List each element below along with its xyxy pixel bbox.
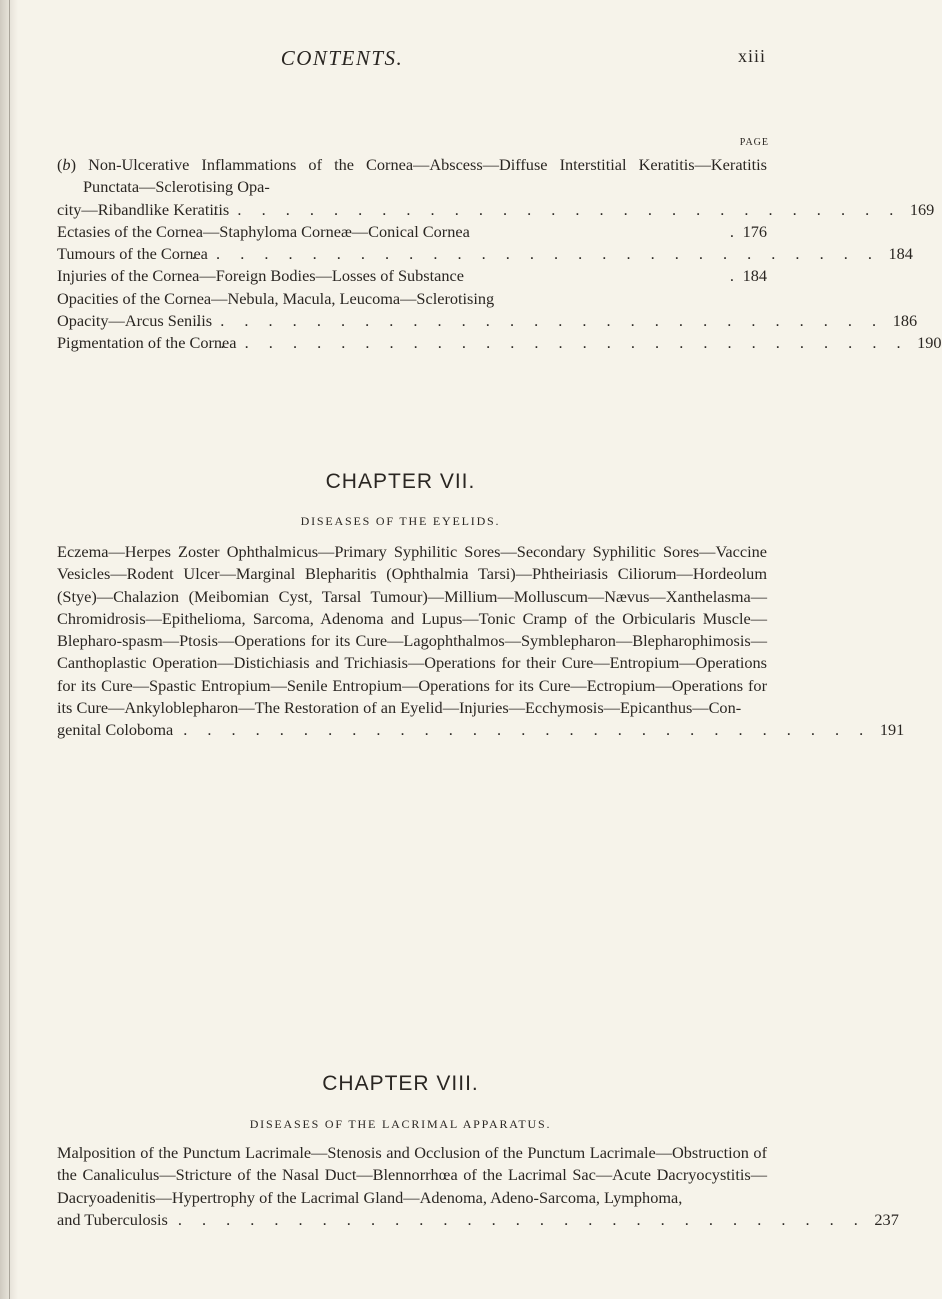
running-head (0, 46, 801, 76)
chapter-7-page: 191 (879, 720, 905, 740)
toc-entry (57, 243, 913, 265)
toc-entry (57, 332, 942, 354)
entry-text-last: Opacity—Arcus Senilis (57, 311, 213, 331)
chapter-7-last-line: genital Coloboma (57, 720, 174, 740)
entry-page: 184 (888, 244, 913, 264)
leader-dots: . (729, 266, 734, 286)
chapter-8-subtitle: DISEASES OF THE LACRIMAL APPARATUS. (249, 1117, 552, 1131)
entry-page: 169 (909, 199, 935, 219)
entry-text: Injuries of the Cornea—Foreign Bodies—Losses of Substance (57, 266, 464, 286)
leader-dots: . . . . . . . . . . . . . . . . . . . . . . . . . . . . . (191, 244, 880, 264)
entry-text: Tumours of the Cornea (57, 244, 208, 264)
toc-entry (57, 265, 767, 287)
toc-entry (57, 154, 935, 221)
chapter-8-page: 237 (874, 1209, 899, 1229)
toc-entry (57, 221, 767, 243)
chapter-7-body: Eczema—Herpes Zoster Ophthalmicus—Primary Syphilitic Sores—Secondary Syphilitic Sores—Vaccine Vesicles—Rodent Ulcer—Marginal Blepharitis (Ophthalmia Tarsi)—Phtheiriasis Ciliorum—Hordeolum (Stye)—Chalazion (Meibomian Cyst, Tarsal Tumour)—Millium—Molluscum—Nævus—Xanthelasma—Chromidrosis—Epithelioma, Sarcoma, Adenoma and Lupus—Tonic Cramp of the Orbicularis Muscle—Blepharo-spasm—Ptosis—Operations for its Cure—Lagophthalmos—Symblepharon—Blepharophimosis—Canthoplastic Operation—Distichiasis and Trichiasis—Operations for their Cure—Entropium—Operations for its Cure—Spastic Entropium—Senile Entropium—Operations for its Cure—Ectropium—Operations for its Cure—Ankyloblepharon—The Restoration of an Eyelid—Injuries—Ecchymosis—Epicanthus—Con- (57, 542, 767, 718)
entry-text: Pigmentation of the Cornea (57, 333, 237, 353)
chapter-7-contents (57, 541, 905, 742)
entry-text: Ectasies of the Cornea—Staphyloma Corneæ—Conical Cornea (57, 221, 470, 241)
entry-page: 176 (742, 221, 767, 241)
chapter-7-paragraph (57, 541, 905, 742)
entry-page: 190 (917, 333, 942, 353)
page-number: xiii (737, 46, 766, 66)
chapter-8-title: CHAPTER VIII. (322, 1072, 479, 1095)
chapter-8-contents (57, 1142, 899, 1231)
entry-text-last: city—Ribandlike Keratitis (57, 199, 230, 219)
page-binding-edge (9, 0, 10, 1299)
entry-page: 184 (742, 266, 767, 286)
cornea-entries (57, 154, 942, 355)
leader-dots: . . . . . . . . . . . . . . . . . . . . . . . . . . . . . (213, 199, 902, 219)
chapter-8-last-line: and Tuberculosis (57, 1209, 168, 1229)
leader-dots: . (729, 221, 734, 241)
leader-dots: . . . . . . . . . . . . . . . . . . . . . . . . . . . . . (183, 720, 872, 740)
leader-dots: . . . . . . . . . . . . . . . . . . . . . . . . . . . . . (177, 1209, 866, 1229)
chapter-7-title: CHAPTER VII. (325, 470, 476, 493)
chapter-8-body: Malposition of the Punctum Lacrimale—Stenosis and Occlusion of the Punctum Lacrimale—Obstruction of the Canaliculus—Stricture of the Nasal Duct—Blennorrhœa of the Lacrimal Sac—Acute Dacryocystitis—Dacryoadenitis—Hypertrophy of the Lacrimal Gland—Adenoma, Adeno-Sarcoma, Lymphoma, (57, 1143, 767, 1207)
entry-text: Opacities of the Cornea—Nebula, Macula, Leucoma—Sclerotising (57, 288, 495, 308)
page-column-label: PAGE (739, 137, 769, 148)
entry-text: (b) Non-Ulcerative Inflammations of the Cornea—Abscess—Diffuse Interstitial Keratitis—Keratitis Punctata—Sclerotising Opa- (57, 155, 767, 197)
leader-dots: . . . . . . . . . . . . . . . . . . . . . . . . . . . . . (196, 311, 885, 331)
toc-entry (57, 288, 918, 333)
chapter-8-paragraph (57, 1142, 899, 1231)
running-head-title: CONTENTS. (280, 46, 404, 70)
entry-page: 186 (892, 311, 918, 331)
chapter-7-subtitle: DISEASES OF THE EYELIDS. (300, 514, 501, 528)
leader-dots: . . . . . . . . . . . . . . . . . . . . . . . . . . . . . (220, 333, 909, 353)
